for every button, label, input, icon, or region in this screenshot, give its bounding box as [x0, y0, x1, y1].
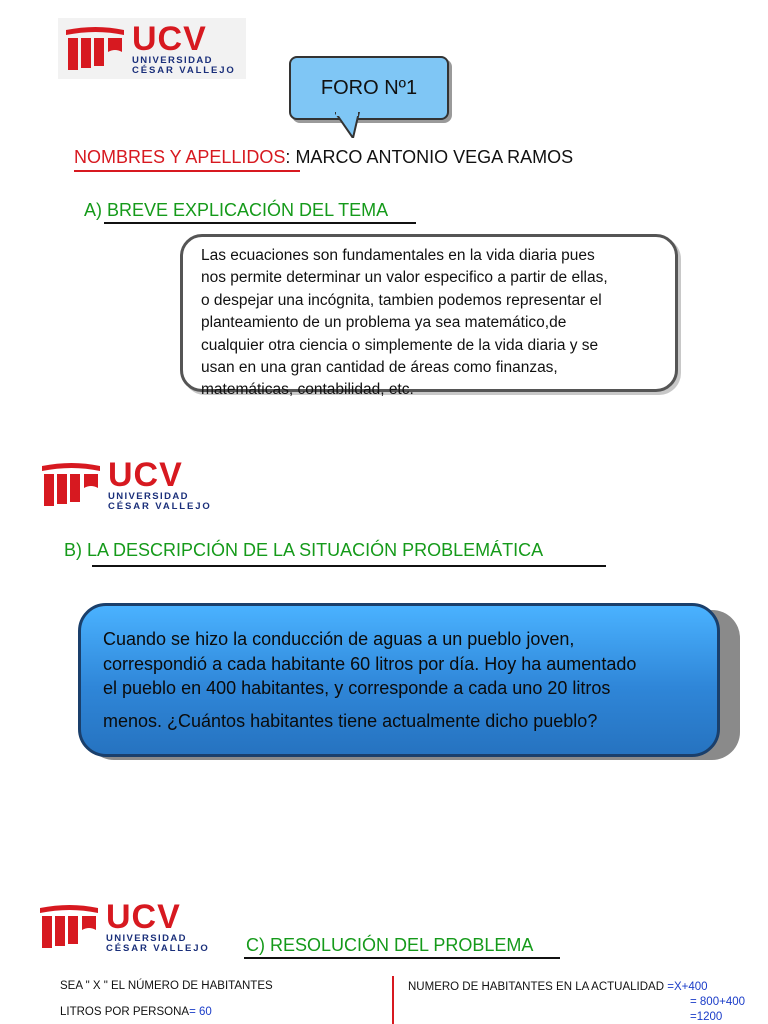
- logo-line1: UNIVERSIDAD: [132, 55, 213, 66]
- section-a-line: planteamiento de un problema ya sea matemático,de: [201, 314, 567, 332]
- names-label: NOMBRES Y APELLIDOS: [74, 147, 286, 167]
- section-a-line: o despejar una incógnita, tambien podemos representar el: [201, 291, 602, 309]
- section-a-textbox: [180, 234, 678, 399]
- ucv-emblem-icon: [38, 904, 100, 950]
- ucv-emblem-icon: [40, 462, 102, 508]
- section-b-heading: B) LA DESCRIPCIÓN DE LA SITUACIÓN PROBLEMÁTICA: [64, 540, 544, 560]
- names-colon: :: [285, 147, 291, 167]
- section-b-underline: [92, 565, 606, 567]
- logo-line1: UNIVERSIDAD: [108, 491, 189, 502]
- calc-result: =1200: [690, 1011, 723, 1023]
- logo-line2: CÉSAR VALLEJO: [106, 942, 210, 954]
- section-a-line: usan en una gran cantidad de áreas como finanzas,: [201, 359, 558, 377]
- variable-definition: SEA " X " EL NÚMERO DE HABITANTES: [60, 980, 273, 992]
- logo-line2: CÉSAR VALLEJO: [132, 64, 236, 76]
- page-title: FORO Nº1: [320, 76, 418, 99]
- liters-label: LITROS POR PERSONA: [60, 1006, 190, 1018]
- liters-per-person: [60, 1006, 212, 1018]
- section-a-line: nos permite determinar un valor especifico a partir de ellas,: [201, 269, 608, 287]
- logo-line2: CÉSAR VALLEJO: [108, 500, 212, 512]
- ucv-logo: [58, 18, 246, 79]
- current-inhabitants-label: NUMERO DE HABITANTES EN LA ACTUALIDAD: [408, 981, 668, 993]
- problem-line: correspondió a cada habitante 60 litros por día. Hoy ha aumentado: [103, 653, 637, 674]
- names-underline: [74, 170, 300, 172]
- title-callout: [289, 56, 449, 120]
- section-c-heading: C) RESOLUCIÓN DEL PROBLEMA: [246, 935, 534, 955]
- logo-ucv-text: UCV: [108, 456, 183, 494]
- column-divider: [392, 976, 394, 1024]
- section-a-line: cualquier otra ciencia o simplemente de la vida diaria y se: [201, 336, 599, 354]
- ucv-emblem-icon: [64, 26, 126, 72]
- section-a-line: Las ecuaciones son fundamentales en la vida diaria pues: [201, 247, 595, 264]
- logo-line1: UNIVERSIDAD: [106, 933, 187, 944]
- callout-tail-icon: [335, 112, 365, 138]
- calc-step: = 800+400: [690, 996, 746, 1008]
- section-a-line: matemáticas, contabilidad, etc.: [201, 381, 414, 399]
- names-value: MARCO ANTONIO VEGA RAMOS: [290, 147, 574, 167]
- logo-ucv-text: UCV: [106, 898, 181, 936]
- current-inhabitants-expr: =X+400: [667, 981, 708, 993]
- section-a-heading: A) BREVE EXPLICACIÓN DEL TEMA: [84, 200, 389, 220]
- ucv-logo: [40, 458, 212, 511]
- current-inhabitants: [408, 981, 708, 993]
- section-a-underline: [104, 222, 416, 224]
- problem-line: Cuando se hizo la conducción de aguas a un pueblo joven,: [103, 629, 575, 649]
- problem-line: el pueblo en 400 habitantes, y corresponde a cada uno 20 litros: [103, 678, 611, 698]
- problem-textbox: [78, 603, 720, 757]
- logo-ucv-text: UCV: [132, 20, 207, 58]
- liters-value: = 60: [189, 1006, 212, 1018]
- problem-line: menos. ¿Cuántos habitantes tiene actualmente dicho pueblo?: [103, 710, 598, 731]
- student-name: [74, 147, 573, 168]
- section-c-underline: [244, 957, 560, 959]
- ucv-logo: [38, 900, 210, 953]
